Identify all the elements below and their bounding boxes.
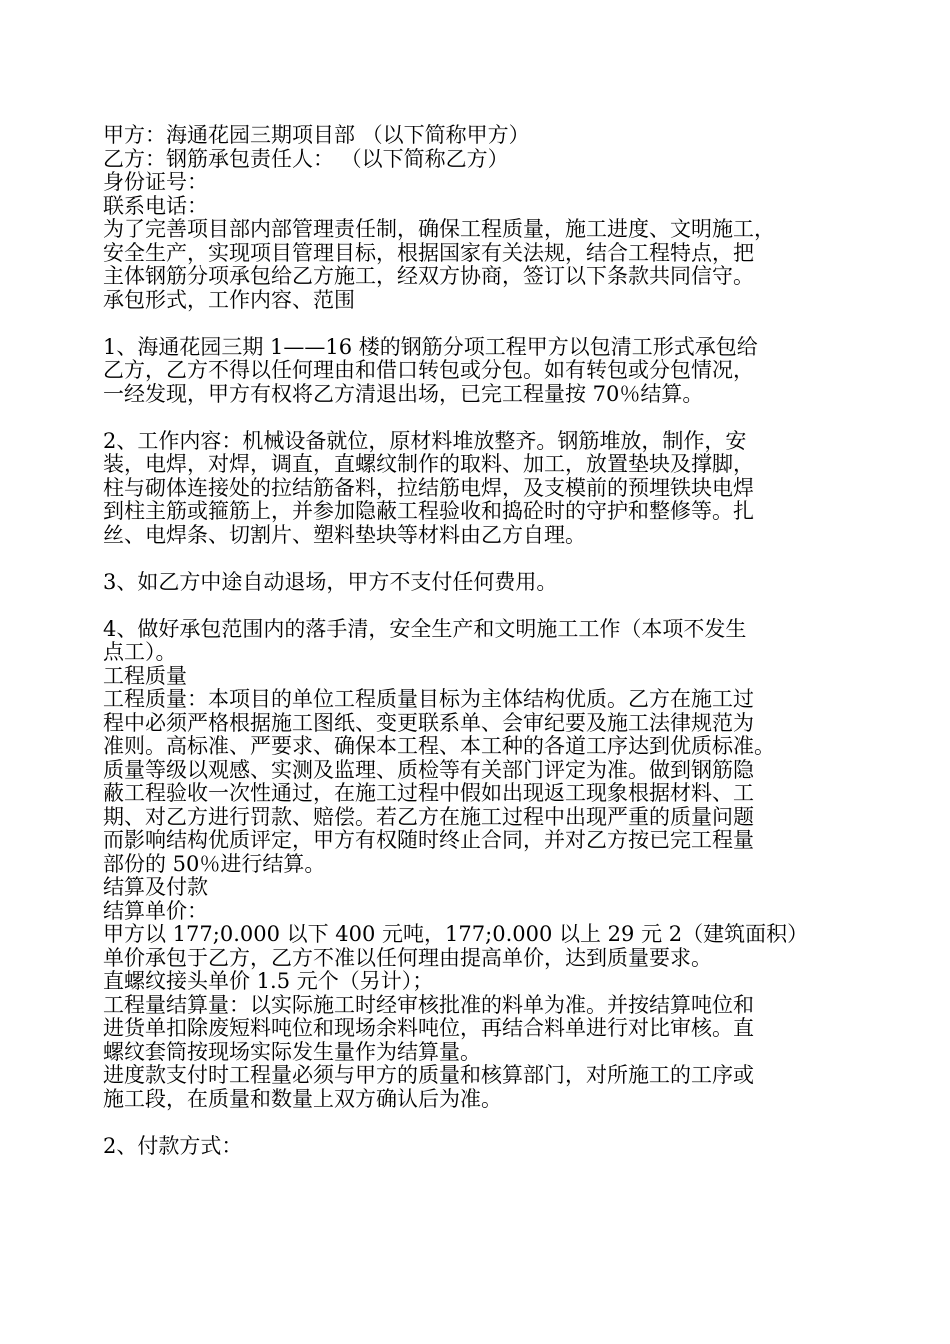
scope-item-2-line: 装，电焊，对焊，调直，直螺纹制作的取料、加工，放置垫块及撑脚，: [103, 452, 754, 476]
payment-line: 施工段，在质量和数量上双方确认后为准。: [103, 1086, 502, 1111]
scope-item-2-line: 到柱主筋或箍筋上，并参加隐蔽工程验收和捣砼时的守护和整修等。扎: [103, 499, 754, 523]
scope-item-1-line: 1、海通花园三期 1——16 楼的钢筋分项工程甲方以包清工形式承包给: [103, 334, 758, 359]
payment-line: 甲方以 177;0.000 以下 400 元吨，177;0.000 以上 29 元 2（建筑面积）: [103, 922, 809, 946]
party-a-line: 甲方：海通花园三期项目部 （以下简称甲方）: [103, 123, 530, 147]
payment-line: 单价承包于乙方，乙方不准以任何理由提高单价，达到质量要求。: [103, 945, 712, 970]
section-scope-title: 承包形式，工作内容、范围: [103, 287, 355, 312]
scope-item-4-line: 点工）。: [103, 640, 177, 664]
id-number-line: 身份证号：: [103, 170, 208, 194]
quality-line: 质量等级以观感、实测及监理、质检等有关部门评定为准。做到钢筋隐: [103, 757, 754, 782]
unit-price-title: 结算单价：: [103, 898, 208, 923]
scope-item-2-line: 2、工作内容：机械设备就位，原材料堆放整齐。钢筋堆放，制作，安: [103, 428, 747, 453]
scope-item-2-line: 柱与砌体连接处的拉结筋备料，拉结筋电焊，及支模前的预埋铁块电焊: [103, 475, 754, 500]
contract-body: [103, 124, 903, 1158]
blank-line: [103, 547, 903, 571]
quality-line: 期、对乙方进行罚款、赔偿。若乙方在施工过程中出现严重的质量问题: [103, 804, 754, 829]
quality-line: 程中必须严格根据施工图纸、变更联系单、会审纪要及施工法律规范为: [103, 710, 754, 735]
scope-item-1-line: 一经发现，甲方有权将乙方清退出场，已完工程量按 70％结算。: [103, 381, 704, 406]
quality-line: 部份的 50％进行结算。: [103, 851, 326, 876]
blank-line: [103, 594, 903, 618]
section-quality-title: 工程质量: [103, 663, 187, 688]
quality-line: 准则。高标准、严要求、确保本工程、本工种的各道工序达到优质标准。: [103, 734, 775, 758]
intro-line: 安全生产，实现项目管理目标，根据国家有关法规，结合工程特点，把: [103, 240, 754, 265]
scope-item-3-line: 3、如乙方中途自动退场，甲方不支付任何费用。: [103, 569, 558, 594]
payment-line: 螺纹套筒按现场实际发生量作为结算量。: [103, 1039, 481, 1064]
payment-line: 工程量结算量：以实际施工时经审核批准的料单为准。并按结算吨位和: [103, 992, 754, 1017]
scope-item-4-line: 4、做好承包范围内的落手清，安全生产和文明施工工作（本项不发生: [103, 616, 747, 641]
blank-line: [103, 406, 903, 430]
quality-line: 而影响结构优质评定，甲方有权随时终止合同，并对乙方按已完工程量: [103, 828, 754, 852]
scope-item-1-line: 乙方，乙方不得以任何理由和借口转包或分包。如有转包或分包情况，: [103, 358, 754, 382]
section-payment-title: 结算及付款: [103, 875, 208, 899]
blank-line: [103, 312, 903, 336]
payment-line: 进货单扣除废短料吨位和现场余料吨位，再结合料单进行对比审核。直: [103, 1016, 754, 1040]
party-b-line: 乙方：钢筋承包责任人： （以下简称乙方）: [103, 146, 509, 171]
intro-line: 为了完善项目部内部管理责任制，确保工程质量，施工进度、文明施工，: [103, 217, 775, 241]
payment-method-line: 2、付款方式：: [103, 1133, 243, 1158]
blank-line: [103, 1111, 903, 1135]
intro-line: 主体钢筋分项承包给乙方施工，经双方协商，签订以下条款共同信守。: [103, 264, 754, 288]
scope-item-2-line: 丝、电焊条、切割片、塑料垫块等材料由乙方自理。: [103, 522, 586, 547]
phone-line: 联系电话：: [103, 193, 208, 218]
quality-line: 蔽工程验收一次性通过，在施工过程中假如出现返工现象根据材料、工: [103, 781, 754, 805]
payment-line: 直螺纹接头单价 1.5 元个（另计）；: [103, 969, 434, 993]
payment-line: 进度款支付时工程量必须与甲方的质量和核算部门，对所施工的工序或: [103, 1063, 754, 1087]
quality-line: 工程质量：本项目的单位工程质量目标为主体结构优质。乙方在施工过: [103, 687, 754, 711]
